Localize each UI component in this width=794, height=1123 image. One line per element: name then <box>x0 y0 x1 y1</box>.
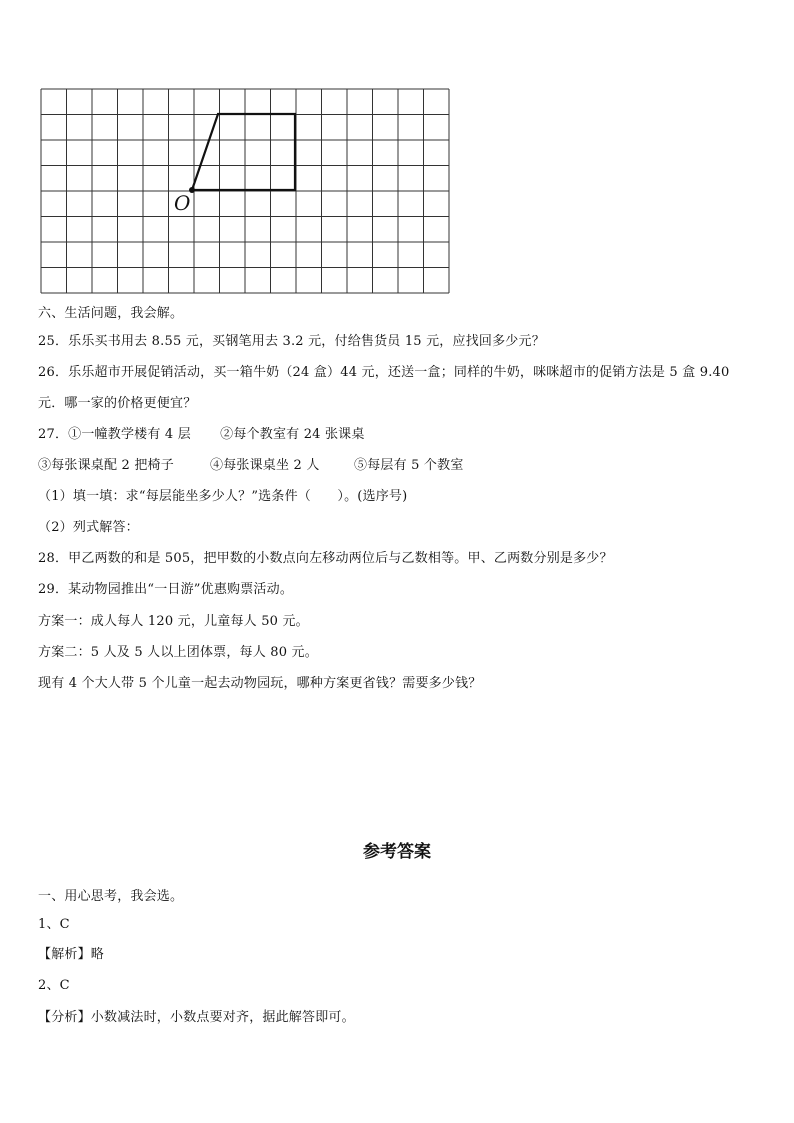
question-27-prefix: 27． <box>38 427 69 442</box>
grid-figure <box>40 88 450 302</box>
answers-title: 参考答案 <box>363 842 431 862</box>
question-26-line2: 元．哪一家的价格更便宜？ <box>38 396 197 411</box>
question-28: 28．甲乙两数的和是 505，把甲数的小数点向左移动两位后与乙数相等。甲、乙两数分别是多少？ <box>38 551 613 566</box>
answer-2: 2、C <box>38 978 70 993</box>
question-29: 29．某动物园推出“一日游”优惠购票活动。 <box>38 582 294 597</box>
answer-1: 1、C <box>38 917 70 932</box>
question-29-plan2: 方案二：5 人及 5 人以上团体票，每人 80 元。 <box>38 645 318 660</box>
parallelogram-shape <box>192 114 295 190</box>
question-27-sub1: （1）填一填：求“每层能坐多少人？”选条件（ ）。(选序号) <box>38 489 408 504</box>
question-27-option-3: ③每张课桌配 2 把椅子 <box>38 458 174 473</box>
answer-1-note: 【解析】略 <box>38 947 105 962</box>
question-25: 25．乐乐买书用去 8.55 元，买钢笔用去 3.2 元，付给售货员 15 元，应找回多少元？ <box>38 334 545 349</box>
question-27-options-row2 <box>38 458 464 474</box>
question-27-option-4: ④每张课桌坐 2 人 <box>210 458 320 473</box>
question-29-question: 现有 4 个大人带 5 个儿童一起去动物园玩，哪种方案更省钱？需要多少钱？ <box>38 676 482 691</box>
question-29-plan1: 方案一：成人每人 120 元，儿童每人 50 元。 <box>38 614 309 629</box>
question-27-option-2: ②每个教室有 24 张课桌 <box>220 427 365 442</box>
question-27-options-row1 <box>38 427 365 443</box>
question-27-sub2: （2）列式解答： <box>38 520 139 535</box>
question-26-line1: 26．乐乐超市开展促销活动，买一箱牛奶（24 盒）44 元，还送一盒；同样的牛奶，咪咪超市的促销方法是 5 盒 9.40 <box>38 365 730 380</box>
section6-heading: 六、生活问题，我会解。 <box>38 306 184 321</box>
grid-svg <box>40 88 450 298</box>
origin-label: O <box>174 191 191 215</box>
answer-2-note: 【分析】小数减法时，小数点要对齐，据此解答即可。 <box>38 1010 355 1025</box>
question-27-option-1: ①一幢教学楼有 4 层 <box>68 427 191 442</box>
question-27-option-5: ⑤每层有 5 个教室 <box>354 458 464 473</box>
answers-section1-heading: 一、用心思考，我会选。 <box>38 889 184 904</box>
